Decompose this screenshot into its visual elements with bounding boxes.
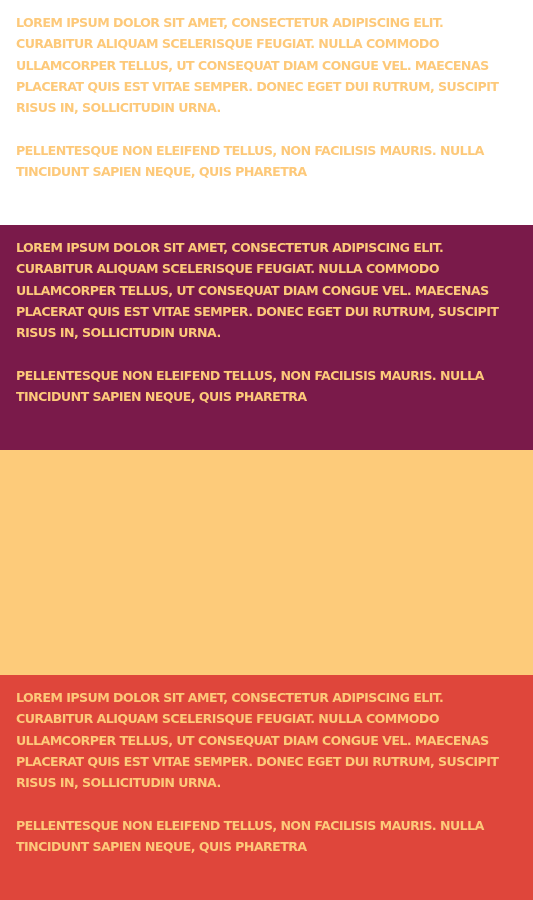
- section-paragraph-2: PELLENTESQUE NON ELEIFEND TELLUS, NON FACILISIS MAURIS. NULLA TINCIDUNT SAPIEN NEQUE, QUIS PHARETRA: [16, 817, 484, 855]
- section-paragraph-1: LOREM IPSUM DOLOR SIT AMET, CONSECTETUR ADIPISCING ELIT. CURABITUR ALIQUAM SCELERISQUE FEUGIAT. NULLA COMMODO ULLAMCORPER TELLUS, UT CONSEQUAT DIAM CONGUE VEL. MAECENAS PLACERAT QUIS EST VITAE SEMPER. DONEC EGET DUI RUTRUM, SUSCIPIT RISUS IN, SOLLICITUDIN URNA.: [16, 15, 499, 116]
- text-section-peach: [0, 450, 533, 675]
- text-section-red: [0, 675, 533, 900]
- section-paragraph-2: PELLENTESQUE NON ELEIFEND TELLUS, NON FACILISIS MAURIS. NULLA TINCIDUNT SAPIEN NEQUE, QUIS PHARETRA: [16, 142, 484, 180]
- text-section-white: [0, 0, 533, 225]
- section-paragraph-1: LOREM IPSUM DOLOR SIT AMET, CONSECTETUR ADIPISCING ELIT. CURABITUR ALIQUAM SCELERISQUE FEUGIAT. NULLA COMMODO ULLAMCORPER TELLUS, UT CONSEQUAT DIAM CONGUE VEL. MAECENAS PLACERAT QUIS EST VITAE SEMPER. DONEC EGET DUI RUTRUM, SUSCIPIT RISUS IN, SOLLICITUDIN URNA.: [16, 690, 499, 791]
- text-section-plum: [0, 225, 533, 450]
- section-paragraph-2: PELLENTESQUE NON ELEIFEND TELLUS, NON FACILISIS MAURIS. NULLA TINCIDUNT SAPIEN NEQUE, QUIS PHARETRA: [16, 367, 484, 405]
- section-paragraph-1: LOREM IPSUM DOLOR SIT AMET, CONSECTETUR ADIPISCING ELIT. CURABITUR ALIQUAM SCELERISQUE FEUGIAT. NULLA COMMODO ULLAMCORPER TELLUS, UT CONSEQUAT DIAM CONGUE VEL. MAECENAS PLACERAT QUIS EST VITAE SEMPER. DONEC EGET DUI RUTRUM, SUSCIPIT RISUS IN, SOLLICITUDIN URNA.: [16, 240, 499, 341]
